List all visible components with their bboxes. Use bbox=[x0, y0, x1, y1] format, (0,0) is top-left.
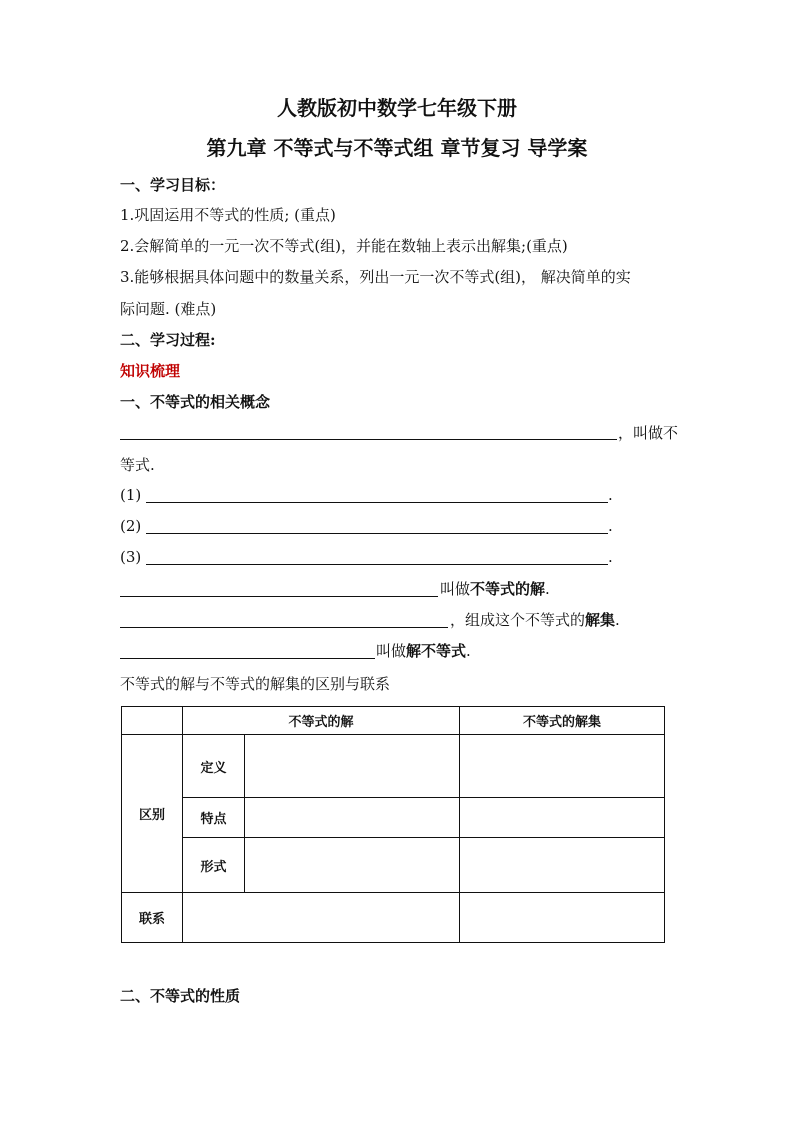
document-title: 人教版初中数学七年级下册 bbox=[277, 96, 517, 120]
answer-cell[interactable] bbox=[460, 838, 665, 893]
difference-title: 不等式的解与不等式的解集的区别与联系 bbox=[120, 675, 391, 693]
answer-cell[interactable] bbox=[460, 735, 665, 798]
concept-item-2-label: (2) bbox=[120, 517, 142, 535]
comparison-table bbox=[121, 706, 665, 943]
objective-2: 2.会解简单的一元一次不等式(组)，并能在数轴上表示出解集;(重点) bbox=[120, 237, 568, 255]
answer-cell[interactable] bbox=[183, 893, 460, 943]
table-row bbox=[122, 838, 665, 893]
objective-3-line1: 3.能够根据具体问题中的数量关系，列出一元一次不等式(组)， 解决简单的实 bbox=[120, 268, 631, 286]
table-cell bbox=[122, 707, 183, 735]
table-row bbox=[122, 798, 665, 838]
row-feature-label: 特点 bbox=[183, 798, 245, 838]
objective-3-line2: 际问题. (难点) bbox=[120, 300, 217, 318]
answer-cell[interactable] bbox=[245, 735, 460, 798]
blank-line[interactable] bbox=[146, 502, 608, 503]
properties-heading: 二、不等式的性质 bbox=[120, 987, 241, 1005]
period: . bbox=[608, 486, 613, 504]
blank-line[interactable] bbox=[120, 658, 375, 659]
process-heading: 二、学习过程: bbox=[120, 331, 216, 349]
concept-item-3-label: (3) bbox=[120, 548, 142, 566]
knowledge-label: 知识梳理 bbox=[120, 362, 181, 380]
line1-continuation: 等式. bbox=[120, 456, 155, 474]
period: . bbox=[608, 548, 613, 566]
row-definition-label: 定义 bbox=[183, 735, 245, 798]
table-row bbox=[122, 735, 665, 798]
blank-line[interactable] bbox=[120, 439, 617, 440]
blank-line[interactable] bbox=[120, 596, 438, 597]
row-difference-label: 区别 bbox=[122, 735, 183, 893]
period: . bbox=[608, 517, 613, 535]
answer-cell[interactable] bbox=[460, 893, 665, 943]
answer-cell[interactable] bbox=[245, 798, 460, 838]
solve-definition: 叫做解不等式. bbox=[376, 642, 471, 660]
solution-definition: 叫做不等式的解. bbox=[440, 580, 550, 598]
line1-suffix: ，叫做不 bbox=[618, 424, 679, 442]
solution-set-definition: ，组成这个不等式的解集. bbox=[450, 611, 620, 629]
blank-line[interactable] bbox=[146, 533, 608, 534]
blank-line[interactable] bbox=[120, 627, 448, 628]
concepts-heading: 一、不等式的相关概念 bbox=[120, 393, 271, 411]
row-form-label: 形式 bbox=[183, 838, 245, 893]
blank-line[interactable] bbox=[146, 564, 608, 565]
answer-cell[interactable] bbox=[245, 838, 460, 893]
header-solution-set: 不等式的解集 bbox=[460, 707, 665, 735]
table-row bbox=[122, 707, 665, 735]
table-row bbox=[122, 893, 665, 943]
document-subtitle: 第九章 不等式与不等式组 章节复习 导学案 bbox=[206, 136, 588, 160]
objective-1: 1.巩固运用不等式的性质; (重点) bbox=[120, 206, 336, 224]
objectives-heading: 一、学习目标： bbox=[120, 176, 226, 194]
row-relation-label: 联系 bbox=[122, 893, 183, 943]
concept-item-1-label: (1) bbox=[120, 486, 142, 504]
answer-cell[interactable] bbox=[460, 798, 665, 838]
header-solution: 不等式的解 bbox=[183, 707, 460, 735]
